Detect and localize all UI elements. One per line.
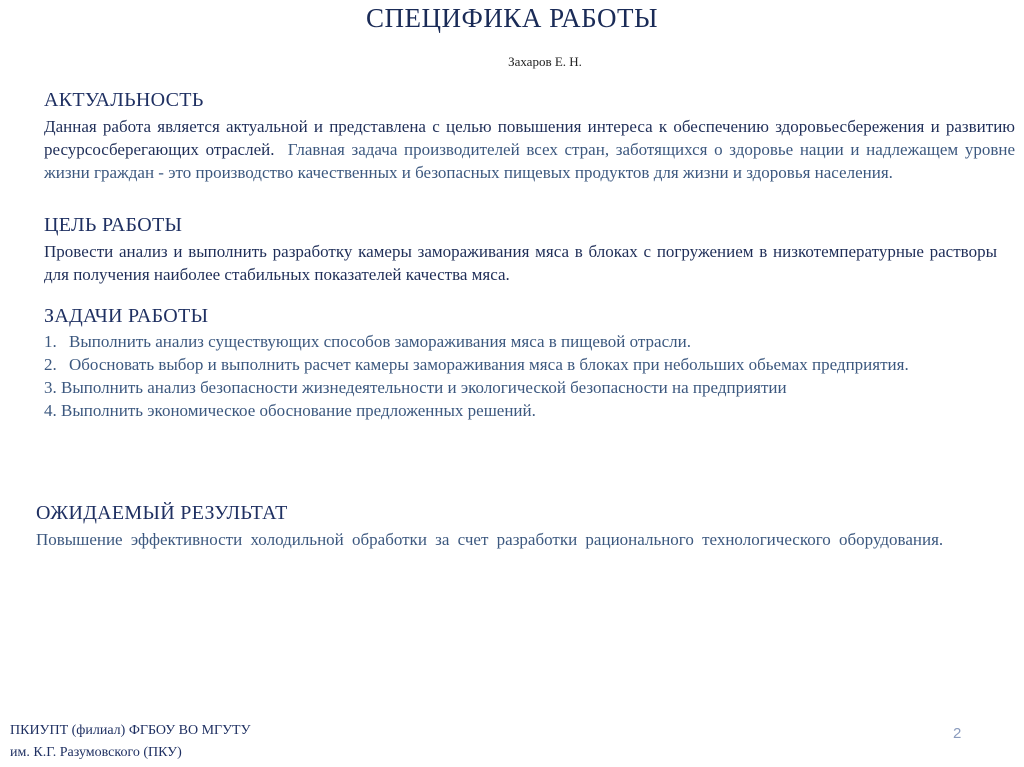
task-item-4 [44,399,1001,422]
task-text: Выполнить экономическое обоснование предложенных решений. [61,401,536,420]
task-number: 1. [44,332,57,351]
footer-line-1: ПКИУПТ (филиал) ФГБОУ ВО МГУТУ [10,723,251,738]
footer-line-2: им. К.Г. Разумовского (ПКУ) [10,745,182,760]
relevance-text-part2: Главная задача производителей всех стран, заботящихся о здоровье нации и надлежащем уровне жизни граждан - это производство качественных и безопасных пищевых продуктов для жизни и здоровья населения. [44,140,1015,182]
goal-text: Провести анализ и выполнить разработку камеры замораживания мяса в блоках с погружением в низкотемпературные растворы для получения наиболее стабильных показателей качества мяса. [44,242,997,284]
task-item-2 [44,353,1001,376]
task-number: 2. [44,355,57,374]
tasks-heading: ЗАДАЧИ РАБОТЫ [44,305,209,327]
task-list [44,330,1001,422]
author-name: Захаров Е. Н. [508,54,582,69]
task-text: Обосновать выбор и выполнить расчет камеры замораживания мяса в блоках при небольших обьемах предприятия. [69,355,909,374]
result-heading: ОЖИДАЕМЫЙ РЕЗУЛЬТАТ [36,502,288,524]
goal-heading: ЦЕЛЬ РАБОТЫ [44,214,183,236]
relevance-text-part1: Данная работа является актуальной и представлена с целью повышения интереса к обеспечению здоровьесбережения и развитию ресурсосберегающих отраслей. [44,117,1015,159]
task-text: Выполнить анализ существующих способов замораживания мяса в пищевой отрасли. [69,332,691,351]
footer-institution [10,720,251,764]
task-item-1 [44,330,1001,353]
task-number: 4. [44,401,57,420]
relevance-text [44,115,1015,184]
task-number: 3. [44,378,57,397]
page-title: СПЕЦИФИКА РАБОТЫ [365,3,658,33]
relevance-heading: АКТУАЛЬНОСТЬ [44,89,204,111]
result-text: Повышение эффективности холодильной обработки за счет разработки рационального технологического оборудования. [36,530,944,549]
task-text: Выполнить анализ безопасности жизнедеятельности и экологической безопасности на предприятии [61,378,787,397]
page-number: 2 [953,725,962,742]
task-item-3 [44,376,1001,399]
